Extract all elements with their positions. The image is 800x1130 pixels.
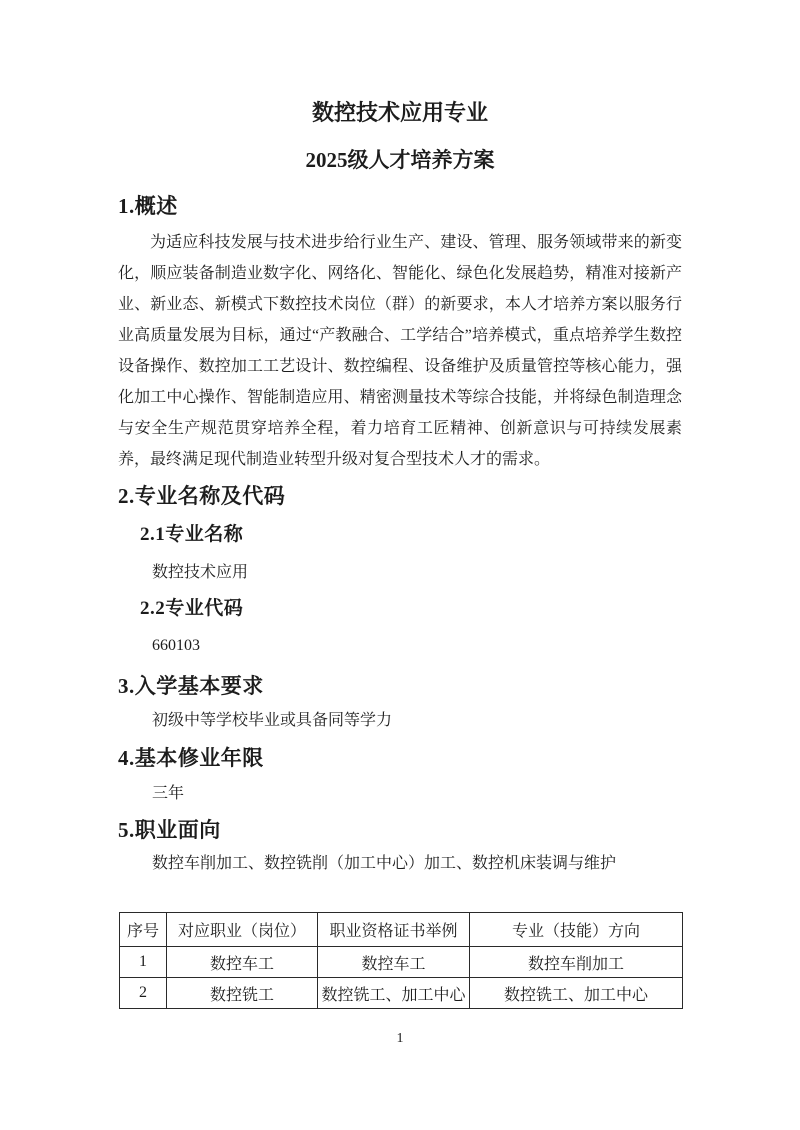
table-header-cell: 专业（技能）方向 bbox=[470, 913, 683, 947]
table-cell: 数控车工 bbox=[167, 947, 318, 978]
subsection-heading-major-code: 2.2专业代码 bbox=[140, 598, 244, 619]
table-cell: 数控铣工、加工中心 bbox=[470, 978, 683, 1009]
page-number: 1 bbox=[396, 1031, 404, 1046]
study-duration-value: 三年 bbox=[152, 785, 185, 802]
table-cell: 数控车工 bbox=[318, 947, 470, 978]
section-heading-study-duration: 4.基本修业年限 bbox=[118, 746, 264, 770]
career-orientation-table bbox=[119, 912, 683, 1009]
table-cell: 数控铣工、加工中心 bbox=[318, 978, 470, 1009]
table-row bbox=[120, 978, 683, 1009]
career-orientation-value: 数控车削加工、数控铣削（加工中心）加工、数控机床装调与维护 bbox=[152, 855, 617, 872]
table-header-cell: 对应职业（岗位） bbox=[167, 913, 318, 947]
table-row bbox=[120, 947, 683, 978]
table-header-row bbox=[120, 913, 683, 947]
document-subtitle: 2025级人才培养方案 bbox=[305, 148, 495, 172]
section-heading-career-orientation: 5.职业面向 bbox=[118, 818, 221, 842]
table-cell: 数控铣工 bbox=[167, 978, 318, 1009]
table-cell: 2 bbox=[120, 978, 167, 1009]
major-code-value: 660103 bbox=[152, 637, 200, 654]
subsection-heading-major-name: 2.1专业名称 bbox=[140, 524, 244, 545]
table-cell: 1 bbox=[120, 947, 167, 978]
table-header-cell: 职业资格证书举例 bbox=[318, 913, 470, 947]
table-header-cell: 序号 bbox=[120, 913, 167, 947]
section-heading-name-and-code: 2.专业名称及代码 bbox=[118, 484, 286, 508]
overview-paragraph: 为适应科技发展与技术进步给行业生产、建设、管理、服务领域带来的新变化，顺应装备制造业数字化、网络化、智能化、绿色化发展趋势，精准对接新产业、新业态、新模式下数控技术岗位（群）的新要求，本人才培养方案以服务行业高质量发展为目标，通过“产教融合、工学结合”培养模式，重点培养学生数控设备操作、数控加工工艺设计、数控编程、设备维护及质量管控等核心能力，强化加工中心操作、智能制造应用、精密测量技术等综合技能，并将绿色制造理念与安全生产规范贯穿培养全程，着力培育工匠精神、创新意识与可持续发展素养，最终满足现代制造业转型升级对复合型技术人才的需求。 bbox=[118, 234, 682, 468]
section-heading-entry-requirements: 3.入学基本要求 bbox=[118, 674, 264, 698]
section-heading-overview: 1.概述 bbox=[118, 194, 178, 218]
entry-requirements-value: 初级中等学校毕业或具备同等学力 bbox=[152, 712, 393, 729]
table-cell: 数控车削加工 bbox=[470, 947, 683, 978]
document-title: 数控技术应用专业 bbox=[311, 100, 488, 125]
major-name-value: 数控技术应用 bbox=[152, 564, 249, 581]
